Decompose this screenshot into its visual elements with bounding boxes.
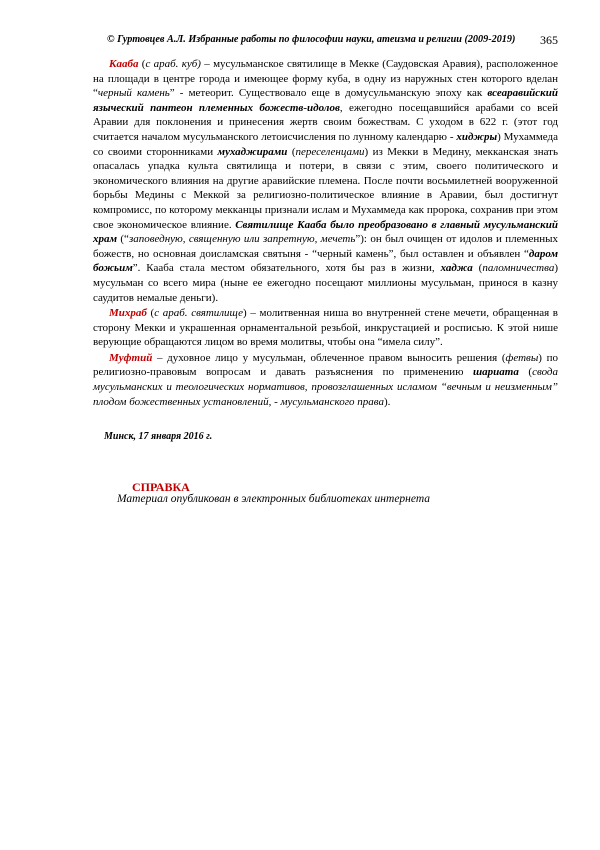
text-run: ) из Мекки в Медину, мекканская знать опасалась упадка культа святилища и потери, в связи с этим, своего политического и экономического влияния на другие аравийские племена. После почти восьмилетней вооруженной борьбы Медины с Меккой за религиозно-политическое влияние в Аравии, был достигнут компромисс, по которому мекканцы признали ислам и Мухаммеда как пророка, сохранив при этом свое экономическое влияние. xyxy=(93,145,559,231)
header-title: © Гуртовцев А.Л. Избранные работы по философии науки, атеизма и религии (2009-2019) xyxy=(107,34,516,45)
italic-run: фетвы xyxy=(505,351,539,364)
text-run: ”. Кааба стала местом обязательного, хотя бы раз в жизни, xyxy=(132,262,441,275)
italic-run: паломничества xyxy=(482,262,555,275)
italic-run: с араб. святилище xyxy=(154,307,244,320)
text-run: ( xyxy=(146,307,155,320)
emphasis-run: шариата xyxy=(472,366,519,379)
page-number: 365 xyxy=(540,33,558,47)
article-body xyxy=(93,57,558,409)
term-kaaba: Кааба xyxy=(109,58,139,70)
emphasis-run: Святилище Кааба было преобразовано в главный мусульманский храм xyxy=(93,218,558,246)
text-run: ”): он был очищен от идолов и племенных божеств, но основная доисламская святыня - “черный камень”, был оставлен и объявлен “ xyxy=(93,233,559,260)
text-run: (“ xyxy=(117,233,129,246)
paragraph-kaaba xyxy=(93,57,558,305)
text-run: ) мусульман со всего мира (ныне ее ежегодно посещают миллионы мусульман, принося в казну саудитов немалые деньги). xyxy=(93,262,558,304)
italic-run: переселенцами xyxy=(295,145,365,158)
emphasis-run: хаджа xyxy=(440,262,473,275)
text-run: , ежегодно посещавшийся арабами со всей Аравии для поклонения и принесения жертв своим божествам. С уходом в 622 г. (этот год считается началом мусульманского летоисчисления по лунному календарю - xyxy=(93,101,558,143)
emphasis-run: хиджры xyxy=(456,130,498,143)
paragraph-mihrab xyxy=(93,306,558,350)
text-run: ) – молитвенная ниша во внутренней стене мечети, обращенная в сторону Мекки и украшенная орнаментальной резьбой, инкрустацией и росписью. К этой нише верующие обращаются лицом во время молитвы, чтобы она “имела силу”. xyxy=(93,307,559,349)
text-run: ). xyxy=(383,395,391,408)
reference-note: Материал опубликован в электронных библиотеках интернета xyxy=(117,493,431,505)
term-mufti: Муфтий xyxy=(109,351,153,364)
text-run: ( xyxy=(138,58,146,70)
text-run: ( xyxy=(472,262,483,275)
italic-run: заповедную, священную или запретную, мечеть xyxy=(128,233,356,246)
text-run: ( xyxy=(518,366,533,379)
italic-run: черный камень xyxy=(97,87,170,100)
page-header xyxy=(0,34,600,50)
term-mihrab: Михраб xyxy=(109,307,147,320)
text-run: ( xyxy=(287,145,296,158)
reference-heading: СПРАВКА xyxy=(132,480,190,494)
emphasis-run: всеаравийский языческий пантеон племенных божеств-идолов xyxy=(93,87,558,114)
text-run: – мусульманское святилище в Мекке (Саудовская Аравия), расположенное на площади в центре города и имеющее форму куба, в одну из наружных стен которого вделан “ xyxy=(93,58,558,100)
paragraph-mufti xyxy=(93,351,558,409)
italic-run: с араб. куб) xyxy=(145,58,201,70)
text-run: ) по религиозно-правовым вопросам и давать разъяснения по применению xyxy=(93,351,558,379)
text-run: ) Мухаммеда со своими сторонниками xyxy=(93,130,559,158)
text-run: ” - метеорит. Существовало еще в домусульманскую эпоху как xyxy=(169,87,488,100)
italic-run: свода мусульманских и теологических нормативов, провозглашенных исламом “вечным и неизменным” плодом божественных установлений, - мусульманского права xyxy=(93,366,558,408)
text-run: – духовное лицо у мусульман, облеченное правом выносить решения ( xyxy=(152,351,506,364)
emphasis-run: даром божьим xyxy=(93,247,558,275)
signature-date: Минск, 17 января 2016 г. xyxy=(104,431,213,442)
emphasis-run: мухаджирами xyxy=(217,145,288,158)
